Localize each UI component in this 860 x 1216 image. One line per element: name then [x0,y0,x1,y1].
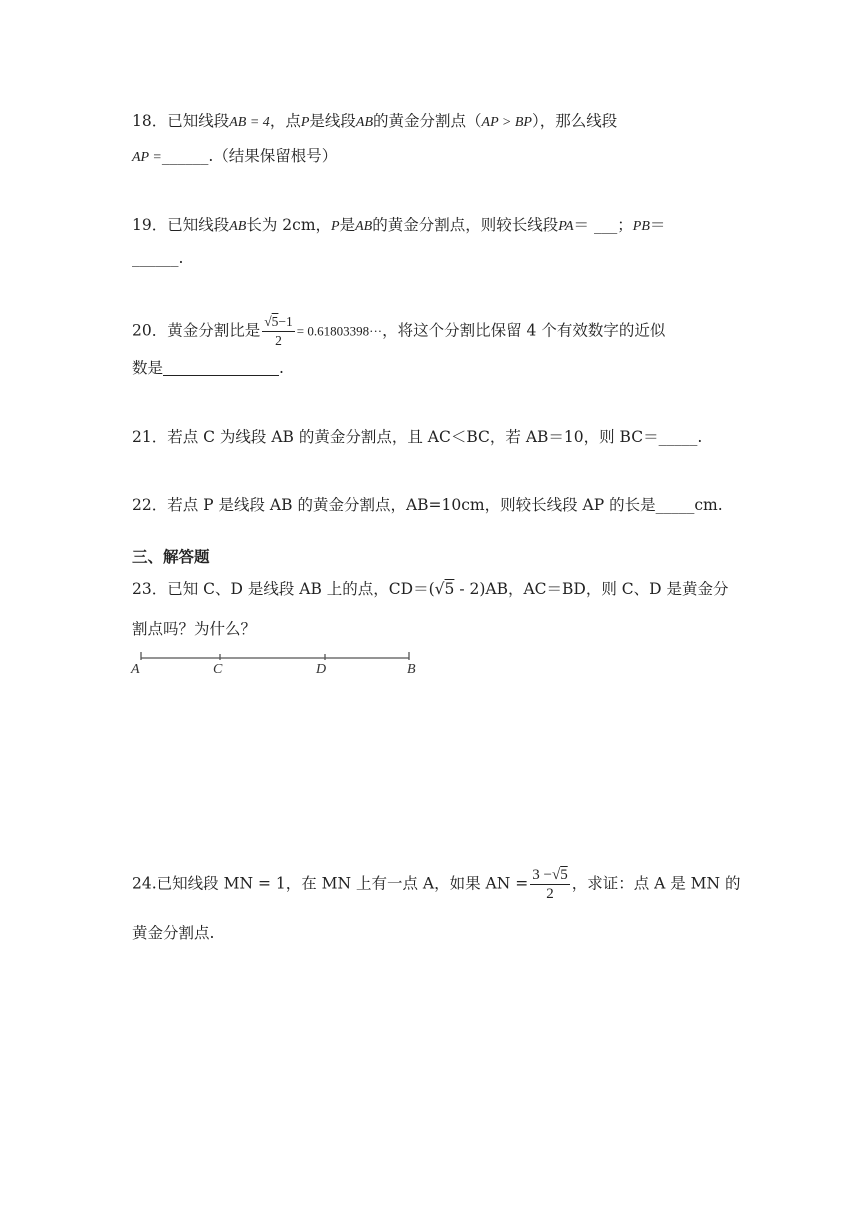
q18-ap: AP = [132,150,162,165]
q21-line: 21．若点 C 为线段 AB 的黄金分割点，且 AC＜BC，若 AB＝10，则 BC＝_____. [132,428,703,446]
q19-pa: PA [558,219,574,234]
q23-line-1: 23．已知 C、D 是线段 AB 上的点，CD＝(√5 - 2)AB，AC＝BD，则 C、D 是黄金分 [132,580,729,598]
q18-condition: AP > BP [481,115,532,130]
q20-text: 黄金分割比是 [167,321,261,340]
q18-text: 是线段 [309,112,356,130]
q24-line-2: 黄金分割点. [132,924,215,942]
q23-text: 23．已知 C、D 是线段 AB 上的点，CD＝( [132,580,435,598]
q19-segment-ab: AB [229,219,247,234]
q18-text: 的黄金分割点（ [373,112,482,130]
q19-answer-blank-2[interactable]: ______ [132,249,179,267]
q18-answer-blank[interactable]: ______ [161,147,209,165]
q19-text: ＝ [649,216,666,234]
q18-ab-length: AB = 4 [229,115,270,130]
q24-fraction: $\frac{3 -√5}{2}$ [532,867,568,902]
q23-line-2: 割点吗？为什么？ [132,620,257,638]
q20-denominator: 2 [275,333,282,348]
q19-text: 长为 2cm， [246,216,332,234]
q20-value: = 0.61803398··· [296,323,383,339]
label-b: B [407,662,416,677]
q19-answer-blank-1[interactable]: ___ [594,216,618,234]
q24-line-1 [132,866,741,903]
q19-point-p: P [331,219,340,234]
q19-segment-ab: AB [355,219,373,234]
q18-point-p: P [300,115,310,130]
q19-text: 是 [339,216,356,234]
q24-denominator: 2 [546,886,554,902]
section-title: 三、解答题 [132,547,210,566]
q24-text: 24.已知线段 MN = 1，在 MN 上有一点 A，如果 AN = [132,874,529,893]
q18-number: 18． [132,112,168,130]
label-c: C [213,662,223,677]
q20-radicand: 5 [271,314,279,329]
q23-text: - 2)AB，AC＝BD，则 C、D 是黄金分 [454,580,729,598]
q18-text: .（结果保留根号） [208,147,338,165]
q19-text: ； [617,216,633,234]
q20-text: 数是 [132,359,164,377]
label-d: D [316,662,327,677]
q19-text: 已知线段 [167,216,230,234]
q24-text: ，求证：点 A 是 MN 的 [571,874,741,893]
q20-fraction: $\frac{√5-1}{2}$ [264,314,293,348]
q19-text: 的黄金分割点，则较长线段 [372,216,559,234]
q20-text: . [279,359,284,377]
q20-numerator-rest: −1 [278,314,293,329]
q19-text: . [178,249,184,267]
label-a: A [131,662,140,677]
q18-text: ，点 [269,112,301,130]
q19-number: 19． [132,216,168,234]
q18-segment-ab: AB [355,115,374,130]
q20-number: 20． [132,321,168,340]
q19-pb: PB [632,219,650,234]
q18-text: ），那么线段 [531,112,618,130]
q24-numerator-a: 3 − [532,867,552,883]
q20-text: ，将这个分割比保留 4 个有效数字的近似 [382,321,666,340]
q18-text: 已知线段 [167,112,230,130]
q23-radicand: 5 [444,580,455,598]
q24-radicand: 5 [560,867,568,883]
q22-line: 22．若点 P 是线段 AB 的黄金分割点，AB=10cm，则较长线段 AP 的长是_____cm. [132,496,723,514]
q19-text: ＝ [573,216,590,234]
